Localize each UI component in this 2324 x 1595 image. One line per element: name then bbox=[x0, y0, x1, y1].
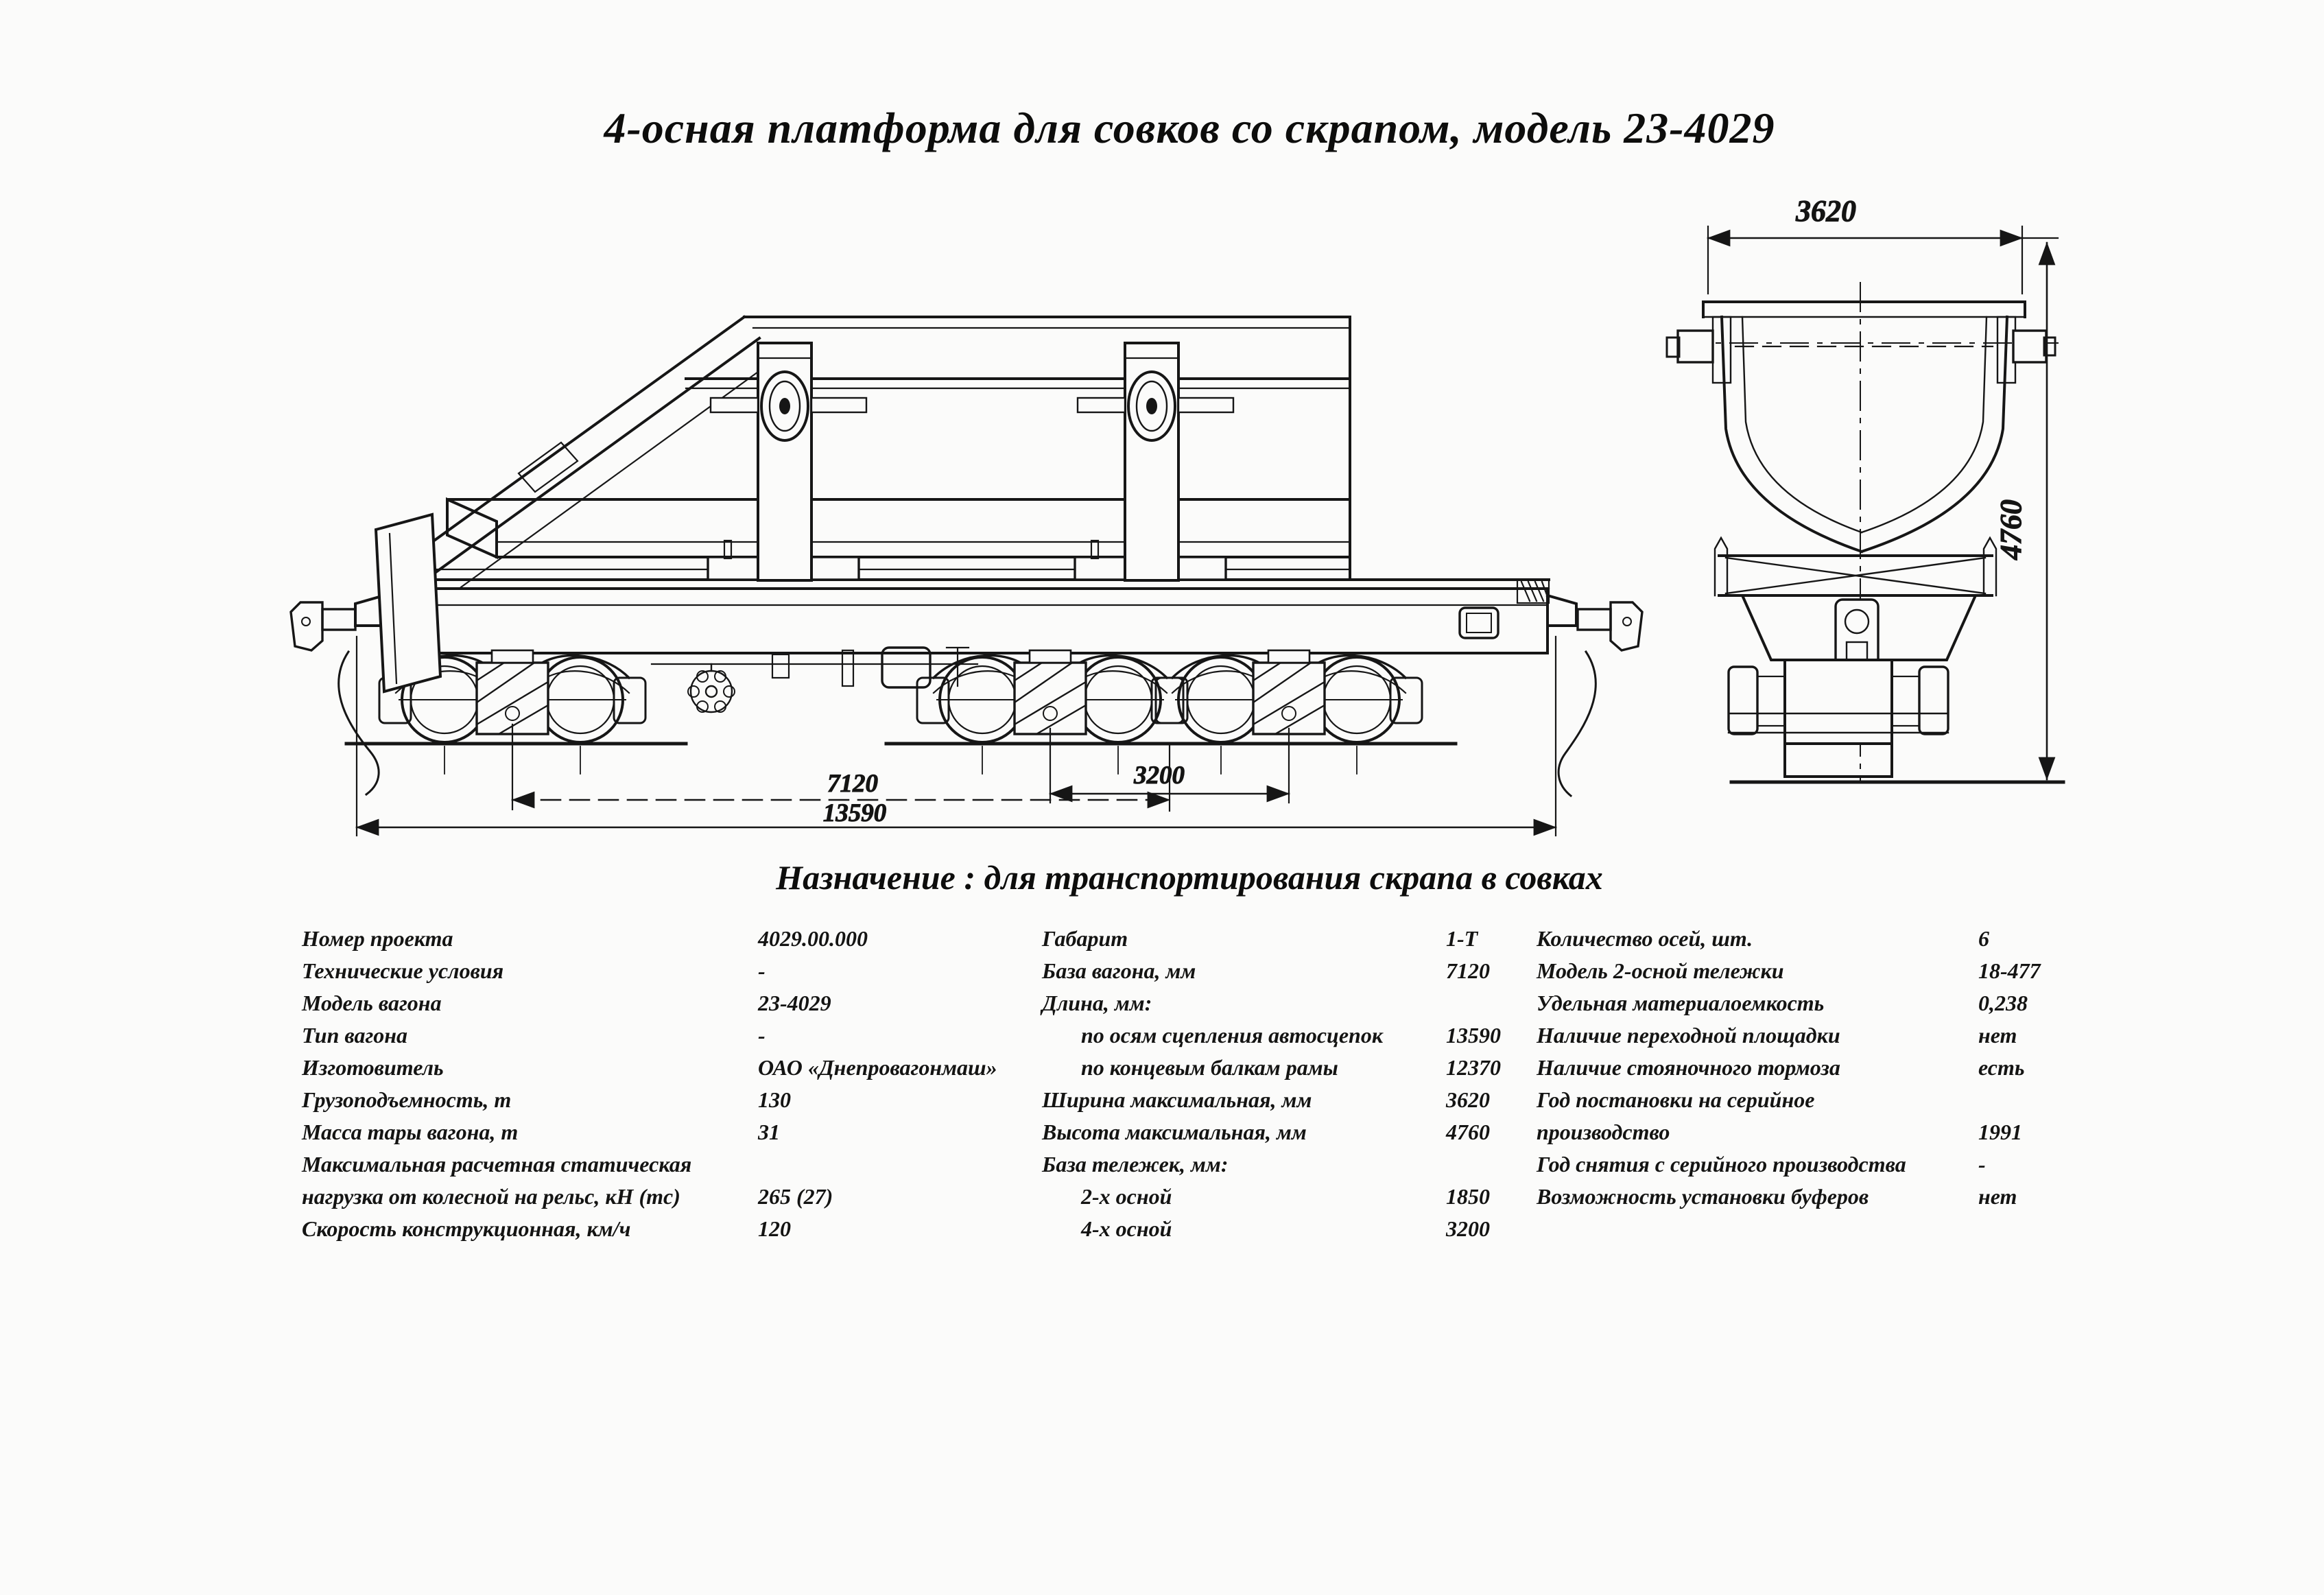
spec-row bbox=[1042, 923, 1501, 955]
spec-label: производство bbox=[1537, 1120, 1670, 1144]
spec-column-features bbox=[1537, 923, 2041, 1213]
spec-label: Масса тары вагона, т bbox=[302, 1120, 519, 1144]
spec-label: Наличие переходной площадки bbox=[1537, 1023, 1840, 1048]
spec-label: Наличие стояночного тормоза bbox=[1537, 1055, 1840, 1080]
spec-label: База тележек, мм: bbox=[1042, 1152, 1229, 1177]
spec-value: 3620 bbox=[1446, 1087, 1490, 1112]
spec-label: Максимальная расчетная статическая bbox=[302, 1152, 692, 1177]
spec-label: Количество осей, шт. bbox=[1537, 926, 1753, 951]
page-title: 4-осная платформа для совков со скрапом, модель 23-4029 bbox=[604, 104, 1775, 152]
spec-row bbox=[302, 1116, 997, 1148]
spec-row bbox=[1042, 1052, 1501, 1084]
spec-value: 23-4029 bbox=[758, 991, 831, 1015]
spec-label: 4-х осной bbox=[1081, 1216, 1172, 1241]
dim-label-3200: 3200 bbox=[1134, 761, 1185, 790]
dim-label-13590: 13590 bbox=[822, 799, 887, 827]
spec-row bbox=[302, 1019, 997, 1052]
spec-value: 3200 bbox=[1446, 1216, 1490, 1241]
scoop-bowl bbox=[1722, 317, 2007, 552]
spec-row bbox=[1042, 1181, 1501, 1213]
spec-row bbox=[1537, 955, 2041, 987]
spec-row bbox=[1042, 1148, 1501, 1181]
spec-value: 6 bbox=[1978, 926, 1989, 951]
spec-row bbox=[302, 955, 997, 987]
end-view-drawing bbox=[1667, 194, 2063, 782]
spec-value: 130 bbox=[758, 1087, 791, 1112]
spec-label: Год снятия с серийного производства bbox=[1537, 1152, 1906, 1177]
spec-row bbox=[302, 1052, 997, 1084]
coupler-left bbox=[291, 602, 379, 794]
spec-column-general bbox=[302, 923, 997, 1245]
brake-rigging bbox=[652, 648, 977, 712]
spec-label: Модель вагона bbox=[302, 991, 442, 1015]
spec-value: 120 bbox=[758, 1216, 791, 1241]
spec-label: Технические условия bbox=[302, 958, 504, 983]
dim-label-7120: 7120 bbox=[827, 770, 878, 798]
spec-value: нет bbox=[1978, 1184, 2017, 1209]
end-view-undercarriage bbox=[1729, 660, 2063, 782]
spec-row bbox=[1042, 955, 1501, 987]
spec-label: Высота максимальная, мм bbox=[1042, 1120, 1307, 1144]
spec-row bbox=[302, 1084, 997, 1116]
spec-row bbox=[1537, 1116, 2041, 1148]
spec-value: 7120 bbox=[1446, 958, 1490, 983]
dim-label-3620: 3620 bbox=[1796, 194, 1856, 228]
spec-label: Грузоподъемность, т bbox=[302, 1087, 512, 1112]
spec-value: 1-Т bbox=[1446, 926, 1478, 951]
spec-row bbox=[1537, 1019, 2041, 1052]
spec-label: Модель 2-осной тележки bbox=[1537, 958, 1784, 983]
spec-value: есть bbox=[1978, 1055, 2025, 1080]
purpose-line: Назначение : для транспортирования скрапа в совках bbox=[776, 858, 1603, 897]
side-dimensions bbox=[357, 794, 1556, 827]
spec-row bbox=[1537, 1084, 2041, 1116]
spec-label: по концевым балкам рамы bbox=[1081, 1055, 1338, 1080]
spec-label: Номер проекта bbox=[302, 926, 453, 951]
spec-label: Изготовитель bbox=[302, 1055, 444, 1080]
side-view-drawing bbox=[291, 317, 1642, 836]
spec-value: 18-477 bbox=[1978, 958, 2041, 983]
spec-label: Габарит bbox=[1042, 926, 1128, 951]
spec-label: 2-х осной bbox=[1081, 1184, 1172, 1209]
saddle-support bbox=[1715, 538, 1996, 665]
dim-label-4760: 4760 bbox=[1994, 499, 2028, 560]
spec-row bbox=[302, 987, 997, 1019]
spec-label: Удельная материалоемкость bbox=[1537, 991, 1825, 1015]
spec-row bbox=[302, 1213, 997, 1245]
spec-row bbox=[1042, 1084, 1501, 1116]
spec-label: Ширина максимальная, мм bbox=[1042, 1087, 1312, 1112]
spec-row bbox=[302, 1148, 997, 1181]
scrap-scoop-body bbox=[383, 317, 1350, 587]
spec-row bbox=[302, 923, 997, 955]
spec-row bbox=[1537, 987, 2041, 1019]
spec-row bbox=[1042, 1116, 1501, 1148]
spec-value: ОАО «Днепровагонмаш» bbox=[758, 1055, 997, 1080]
spec-label: Год постановки на серийное bbox=[1537, 1087, 1815, 1112]
coupler-right bbox=[1558, 602, 1642, 796]
spec-value: 1991 bbox=[1978, 1120, 2022, 1144]
spec-value: 265 (27) bbox=[758, 1184, 833, 1209]
spec-column-dimensions bbox=[1042, 923, 1501, 1245]
spec-value: 1850 bbox=[1446, 1184, 1490, 1209]
spec-label: Тип вагона bbox=[302, 1023, 408, 1048]
spec-value: 4760 bbox=[1446, 1120, 1490, 1144]
spec-row bbox=[1042, 1213, 1501, 1245]
spec-value: 4029.00.000 bbox=[758, 926, 868, 951]
spec-value: - bbox=[1978, 1152, 1986, 1177]
spec-value: - bbox=[758, 958, 766, 983]
spec-value: 31 bbox=[758, 1120, 780, 1144]
spec-row bbox=[1537, 1181, 2041, 1213]
spec-label: Скорость конструкционная, км/ч bbox=[302, 1216, 631, 1241]
spec-label: по осям сцепления автосцепок bbox=[1081, 1023, 1384, 1048]
spec-value: 13590 bbox=[1446, 1023, 1501, 1048]
spec-value: 0,238 bbox=[1978, 991, 2028, 1015]
platform-frame bbox=[355, 580, 1576, 653]
scoop-end-plate bbox=[376, 515, 440, 692]
spec-row bbox=[1042, 987, 1501, 1019]
spec-row bbox=[1537, 1052, 2041, 1084]
spec-label: Возможность установки буферов bbox=[1537, 1184, 1869, 1209]
spec-value: нет bbox=[1978, 1023, 2017, 1048]
spec-label: нагрузка от колесной на рельс, кН (тс) bbox=[302, 1184, 680, 1209]
spec-value: 12370 bbox=[1446, 1055, 1501, 1080]
spec-label: Длина, мм: bbox=[1042, 991, 1152, 1015]
spec-label: База вагона, мм bbox=[1042, 958, 1196, 983]
spec-value: - bbox=[758, 1023, 766, 1048]
spec-row bbox=[1042, 1019, 1501, 1052]
spec-row bbox=[1537, 1148, 2041, 1181]
scoop-rim bbox=[1703, 302, 2025, 346]
spec-row bbox=[1537, 923, 2041, 955]
spec-row bbox=[302, 1181, 997, 1213]
